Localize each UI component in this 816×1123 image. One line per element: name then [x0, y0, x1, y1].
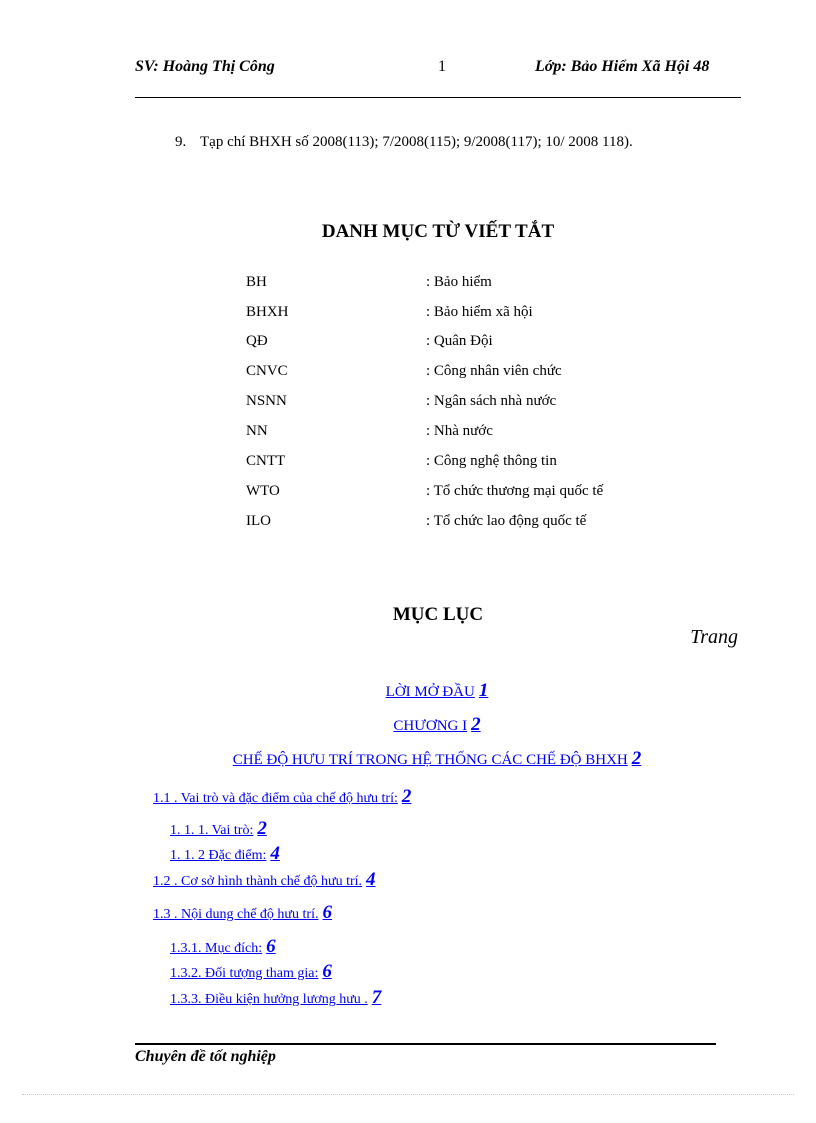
abbreviation-meaning: : Tổ chức thương mại quốc tế [426, 483, 604, 499]
footer-rule [135, 1043, 716, 1045]
abbreviation-meaning: : Nhà nước [426, 423, 493, 439]
abbreviation-code: CNTT [246, 453, 286, 469]
toc-entry-page: 2 [257, 818, 267, 839]
abbreviation-meaning: : Công nhân viên chức [426, 363, 562, 379]
toc-entry-text: 1.3 . Nội dung chế độ hưu trí. [153, 907, 319, 922]
toc-entry-1-3-3[interactable] [170, 987, 381, 1009]
toc-entry-page: 1 [478, 680, 489, 701]
header-rule [135, 97, 741, 98]
abbreviation-code: ILO [246, 513, 271, 529]
toc-entry-text: 1.2 . Cơ sở hình thành chế độ hưu trí. [153, 874, 363, 889]
toc-page-label: Trang [690, 626, 738, 648]
toc-entry-page: 4 [270, 843, 280, 864]
toc-entry-page: 2 [471, 714, 481, 735]
toc-entry-page: 7 [371, 987, 382, 1008]
header-class: Lớp: Bảo Hiểm Xã Hội 48 [535, 58, 710, 75]
page-bottom-dotted-rule [22, 1094, 794, 1095]
toc-entry-page: 6 [266, 936, 276, 957]
footer-text: Chuyên đề tốt nghiệp [135, 1048, 276, 1065]
toc-entry-text: 1.1 . Vai trò và đặc điểm của chế độ hưu trí: [153, 791, 398, 806]
abbreviation-code: QĐ [246, 333, 268, 349]
abbreviation-meaning: : Quân Đội [426, 333, 493, 349]
toc-entry-text: 1.3.3. Điều kiện hưởng lương hưu . [170, 992, 368, 1007]
header-page-number: 1 [438, 58, 446, 75]
toc-entry-text: CHƯƠNG I [393, 718, 468, 734]
abbreviation-meaning: : Công nghệ thông tin [426, 453, 557, 469]
toc-entry-1-1[interactable] [153, 786, 411, 808]
abbreviation-meaning: : Tổ chức lao động quốc tế [426, 513, 587, 529]
abbreviation-code: NSNN [246, 393, 287, 409]
abbreviation-meaning: : Ngân sách nhà nước [426, 393, 557, 409]
toc-entry-che-do-huu-tri[interactable] [0, 748, 816, 770]
toc-entry-text: LỜI MỞ ĐẦU [385, 684, 475, 700]
header-student: SV: Hoàng Thị Công [135, 58, 275, 75]
toc-title: MỤC LỤC [392, 604, 484, 625]
abbreviations-title: DANH MỤC TỪ VIẾT TẮT [321, 221, 555, 242]
abbreviation-code: NN [246, 423, 268, 439]
abbreviation-meaning: : Bảo hiểm [426, 274, 492, 290]
toc-entry-page: 4 [366, 869, 376, 890]
toc-entry-page: 2 [631, 748, 642, 769]
toc-entry-page: 6 [322, 902, 332, 923]
toc-entry-page: 2 [401, 786, 412, 807]
toc-entry-1-3-1[interactable] [170, 936, 276, 958]
toc-entry-chuong-1[interactable] [0, 714, 816, 736]
toc-entry-1-3-2[interactable] [170, 961, 332, 983]
abbreviation-code: WTO [246, 483, 280, 499]
toc-entry-1-1-2[interactable] [170, 843, 280, 865]
toc-entry-page: 6 [322, 961, 332, 982]
toc-entry-1-3[interactable] [153, 902, 332, 924]
reference-item [175, 134, 633, 151]
abbreviation-code: CNVC [246, 363, 288, 379]
abbreviation-code: BH [246, 274, 267, 290]
toc-entry-text: 1. 1. 1. Vai trò: [170, 823, 254, 838]
reference-number: 9. [175, 134, 187, 150]
toc-entry-text: 1.3.1. Mục đích: [170, 941, 263, 956]
toc-entry-loi-mo-dau[interactable] [0, 680, 816, 702]
abbreviation-meaning: : Bảo hiểm xã hội [426, 304, 533, 320]
toc-entry-text: 1.3.2. Đối tượng tham gia: [170, 966, 319, 981]
toc-entry-1-2[interactable] [153, 869, 376, 891]
toc-entry-text: CHẾ ĐỘ HƯU TRÍ TRONG HỆ THỐNG CÁC CHẾ ĐỘ BHXH [232, 752, 628, 768]
toc-entry-1-1-1[interactable] [170, 818, 267, 840]
reference-text: Tạp chí BHXH số 2008(113); 7/2008(115); 9/2008(117); 10/ 2008 118). [200, 134, 633, 150]
abbreviation-code: BHXH [246, 304, 289, 320]
toc-entry-text: 1. 1. 2 Đặc điểm: [170, 848, 267, 863]
